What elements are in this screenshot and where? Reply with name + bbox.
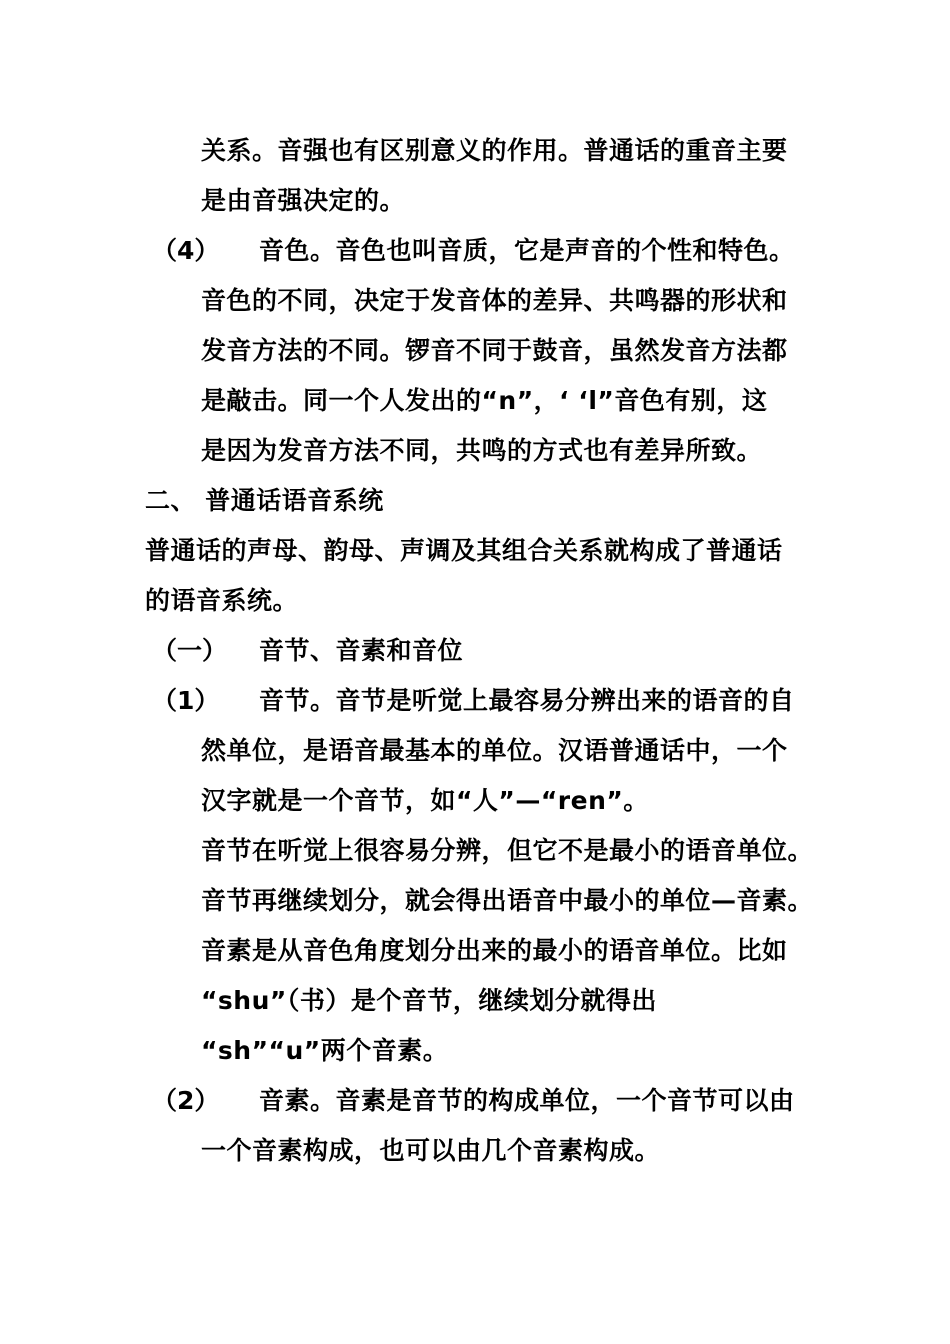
paragraph-line: 音色的不同，决定于发音体的差异、共鸣器的形状和 xyxy=(201,286,788,315)
list-item-text: 音节。音节是听觉上最容易分辨出来的语音的自 xyxy=(259,686,795,715)
paragraph-line: 是由音强决定的。 xyxy=(201,186,406,215)
subsection-number: （一） xyxy=(152,636,228,665)
paragraph-line: 普通话的声母、韵母、声调及其组合关系就构成了普通话 xyxy=(145,536,783,565)
paragraph-line: 是因为发音方法不同，共鸣的方式也有差异所致。 xyxy=(201,436,763,465)
paragraph-line: 然单位，是语音最基本的单位。汉语普通话中，一个 xyxy=(201,736,788,765)
list-item-text: 音色。音色也叫音质，它是声音的个性和特色。 xyxy=(259,236,795,265)
paragraph-line: “sh”“u”两个音素。 xyxy=(201,1036,449,1065)
list-number: （4） xyxy=(152,236,220,265)
paragraph-line: 关系。音强也有区别意义的作用。普通话的重音主要 xyxy=(201,136,788,165)
subsection-heading: 音节、音素和音位 xyxy=(259,636,464,665)
paragraph-line: 汉字就是一个音节，如“人”—“ren”。 xyxy=(201,786,649,815)
paragraph-line: 音节在听觉上很容易分辨，但它不是最小的语音单位。 xyxy=(201,836,814,865)
paragraph-line: 音节再继续划分，就会得出语音中最小的单位—音素。 xyxy=(201,886,814,915)
paragraph-line: “shu”（书）是个音节，继续划分就得出 xyxy=(201,986,657,1015)
paragraph-line: 是敲击。同一个人发出的“n”，‘ ‘l”音色有别，这 xyxy=(201,386,768,415)
paragraph-line: 音素是从音色角度划分出来的最小的语音单位。比如 xyxy=(201,936,788,965)
paragraph-line: 发音方法的不同。锣音不同于鼓音，虽然发音方法都 xyxy=(201,336,788,365)
list-number: （1） xyxy=(152,686,220,715)
section-heading: 二、 普通话语音系统 xyxy=(145,486,384,515)
list-number: （2） xyxy=(152,1086,220,1115)
list-item-text: 音素。音素是音节的构成单位，一个音节可以由 xyxy=(259,1086,795,1115)
paragraph-line: 的语音系统。 xyxy=(145,586,299,615)
paragraph-line: 一个音素构成，也可以由几个音素构成。 xyxy=(201,1136,661,1165)
